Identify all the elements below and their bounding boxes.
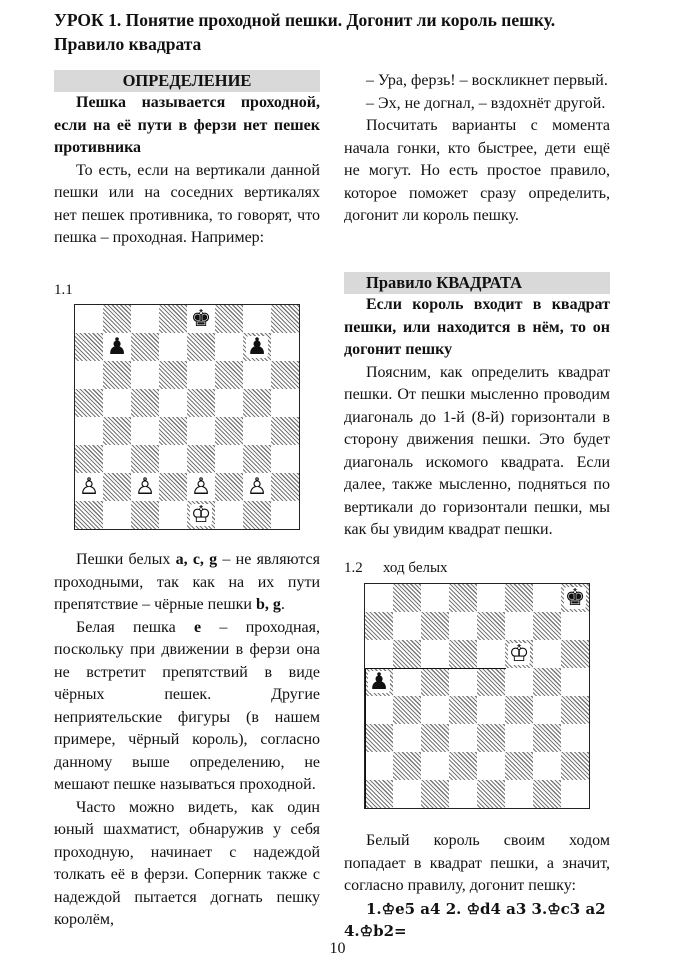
para3-bold: e xyxy=(193,618,202,636)
board-square xyxy=(159,501,187,529)
diagram-1-label: 1.1 xyxy=(54,282,73,298)
pawn-square-outline xyxy=(365,668,506,809)
board-square xyxy=(187,389,215,417)
left-para-4: Часто можно видеть, как один юный шахматист, обнаружив у себя проходную, начинает с надеждой толкать её в ферзи. Соперник также с надеждой пытается догнать пешку королём, xyxy=(54,798,320,928)
board-square xyxy=(215,417,243,445)
board-square xyxy=(505,668,533,696)
board-square xyxy=(103,445,131,473)
board-square xyxy=(215,361,243,389)
board-square xyxy=(75,473,103,501)
board-square xyxy=(393,612,421,640)
board-square xyxy=(533,780,561,808)
board-square xyxy=(103,361,131,389)
board-square xyxy=(271,501,299,529)
board-square xyxy=(561,780,589,808)
board-square xyxy=(75,361,103,389)
board-square xyxy=(103,501,131,529)
board-square xyxy=(159,361,187,389)
board-square xyxy=(533,584,561,612)
board-square xyxy=(243,501,271,529)
board-square xyxy=(533,668,561,696)
board-square xyxy=(187,473,215,501)
para2-pre: Пешки белых xyxy=(76,551,176,568)
white-king-icon: ♔ xyxy=(190,501,212,528)
board-square xyxy=(533,752,561,780)
left-para-2 xyxy=(54,549,320,617)
board-square xyxy=(75,333,103,361)
board-square xyxy=(187,417,215,445)
board-square xyxy=(131,501,159,529)
right-line-1: – Ура, ферзь! – воскликнет первый. xyxy=(366,72,608,89)
board-square xyxy=(365,584,393,612)
right-para-2: Поясним, как определить квадрат пешки. От пешки мысленно проводим диагональ до 1-й (8-й) горизонтали в сторону движения пешки. Это будет диагональ искомого квадрата. Если далее, также мысленно, подняться по вертикали до горизонтали пешки, мы как бы увидим квадрат пешки. xyxy=(344,363,610,538)
board-square xyxy=(187,361,215,389)
board-square xyxy=(215,389,243,417)
board-square xyxy=(393,584,421,612)
board-square xyxy=(75,501,103,529)
black-king-icon: ♚ xyxy=(564,584,586,611)
board-square xyxy=(533,612,561,640)
para2-mid: – не являются проходными, так как на их пути препятствие – чёрные пешки xyxy=(54,551,321,613)
board-square xyxy=(159,417,187,445)
board-square xyxy=(75,305,103,333)
board-square xyxy=(187,333,215,361)
board-square xyxy=(215,473,243,501)
board-square xyxy=(159,333,187,361)
white-pawn-icon: ♙ xyxy=(134,473,156,500)
board-square xyxy=(365,640,393,668)
board-square xyxy=(477,584,505,612)
board-square xyxy=(187,501,215,529)
board-square xyxy=(271,305,299,333)
board-square xyxy=(561,612,589,640)
board-square xyxy=(533,640,561,668)
board-square xyxy=(243,389,271,417)
board-square xyxy=(561,668,589,696)
diagram-2-label: 1.2 xyxy=(344,560,363,576)
definition-text: Пешка называется проходной, если на её пути в ферзи нет пешек противника xyxy=(54,94,320,156)
lesson-title-line2: Правило квадрата xyxy=(54,34,202,54)
board-square xyxy=(103,389,131,417)
board-square xyxy=(561,640,589,668)
moves-line-2: 4.♔b2= xyxy=(344,922,407,940)
definition-header: ОПРЕДЕЛЕНИЕ xyxy=(54,70,320,92)
black-pawn-icon: ♟ xyxy=(246,333,268,360)
diagram-2-caption: ход белых xyxy=(383,560,448,576)
board-square xyxy=(421,612,449,640)
board-square xyxy=(131,333,159,361)
board-square xyxy=(449,584,477,612)
board-square xyxy=(533,696,561,724)
board-square xyxy=(533,724,561,752)
board-square xyxy=(103,417,131,445)
board-square xyxy=(505,724,533,752)
black-pawn-icon: ♟ xyxy=(368,668,390,695)
left-column-lower xyxy=(54,549,320,932)
white-king-icon: ♔ xyxy=(508,640,530,667)
board-square xyxy=(505,612,533,640)
right-column-lower xyxy=(344,830,610,943)
lesson-title-line1: УРОК 1. Понятие проходной пешки. Догонит ли король пешку. xyxy=(54,10,556,30)
board-square xyxy=(561,752,589,780)
lesson-title xyxy=(54,8,654,56)
board-square xyxy=(215,305,243,333)
board-square xyxy=(215,445,243,473)
board-square xyxy=(75,445,103,473)
black-pawn-icon: ♟ xyxy=(106,333,128,360)
board-square xyxy=(271,389,299,417)
board-square xyxy=(75,417,103,445)
board-square xyxy=(421,640,449,668)
board-square xyxy=(421,584,449,612)
board-square xyxy=(243,417,271,445)
board-square xyxy=(215,333,243,361)
white-pawn-icon: ♙ xyxy=(78,473,100,500)
board-square xyxy=(505,780,533,808)
board-square xyxy=(271,333,299,361)
rule-header: Правило КВАДРАТА xyxy=(344,272,610,294)
white-pawn-icon: ♙ xyxy=(190,473,212,500)
board-square xyxy=(449,612,477,640)
board-square xyxy=(187,445,215,473)
para3-pre: Белая пешка xyxy=(76,618,194,636)
board-square xyxy=(243,361,271,389)
board-square xyxy=(103,473,131,501)
board-square xyxy=(271,361,299,389)
board-square xyxy=(505,696,533,724)
left-para-3 xyxy=(54,617,320,797)
board-square xyxy=(505,752,533,780)
chess-diagram-1 xyxy=(74,304,300,530)
board-square xyxy=(159,389,187,417)
right-line-2: – Эх, не догнал, – вздохнёт другой. xyxy=(366,94,606,112)
board-square xyxy=(271,473,299,501)
board-square xyxy=(243,473,271,501)
board-square xyxy=(477,640,505,668)
board-square xyxy=(215,501,243,529)
left-column xyxy=(54,70,320,250)
board-square xyxy=(159,305,187,333)
board-square xyxy=(103,333,131,361)
para3-post: – проходная, поскольку при движении в ферзи она не встретит препятствий в виде чёрных пешек. Другие неприятельские фигуры (в нашем примере, чёрный король), согласно данному выше определению, не мешают пешке называться проходной. xyxy=(54,618,320,793)
page-number: 10 xyxy=(329,940,346,957)
board-square xyxy=(103,305,131,333)
board-square xyxy=(505,584,533,612)
para2-end: . xyxy=(280,596,285,613)
para2-bold-1: a, c, g xyxy=(175,551,218,568)
board-square xyxy=(271,417,299,445)
board-square xyxy=(131,305,159,333)
para2-bold-2: b, g xyxy=(255,596,281,613)
moves-line-1: 1.♔e5 a4 2. ♔d4 a3 3.♔c3 a2 xyxy=(366,899,606,918)
board-square xyxy=(243,305,271,333)
black-king-icon: ♚ xyxy=(190,305,212,332)
board-square xyxy=(159,445,187,473)
board-square xyxy=(393,640,421,668)
board-square xyxy=(131,417,159,445)
board-square xyxy=(131,445,159,473)
board-square xyxy=(187,305,215,333)
board-square xyxy=(75,389,103,417)
board-square xyxy=(561,584,589,612)
board-square xyxy=(449,640,477,668)
white-pawn-icon: ♙ xyxy=(246,473,268,500)
board-square xyxy=(131,389,159,417)
right-para-1: Посчитать варианты с момента начала гонки, кто быстрее, дети ещё не могут. Но есть простое правило, которое поможет сразу определить, догонит ли король пешку. xyxy=(344,117,610,224)
board-square xyxy=(159,473,187,501)
board-square xyxy=(243,445,271,473)
board-square xyxy=(365,612,393,640)
board-square xyxy=(561,724,589,752)
board-square xyxy=(131,361,159,389)
left-para-1: То есть, если на вертикали данной пешки или на соседних вертикалях нет пешек противника, то говорят, что пешка – проходная. Например: xyxy=(54,161,320,246)
board-square xyxy=(243,333,271,361)
right-para-3: Белый король своим ходом попадает в квадрат пешки, а значит, согласно правилу, догонит пешку: xyxy=(344,832,610,894)
rule-text: Если король входит в квадрат пешки, или находится в нём, то он догонит пешку xyxy=(344,296,610,358)
board-square xyxy=(271,445,299,473)
right-column xyxy=(344,70,610,228)
rule-section xyxy=(344,272,610,542)
board-square xyxy=(131,473,159,501)
board-square xyxy=(561,696,589,724)
chess-diagram-2-wrap xyxy=(364,583,590,809)
board-square xyxy=(477,612,505,640)
board-square xyxy=(505,640,533,668)
